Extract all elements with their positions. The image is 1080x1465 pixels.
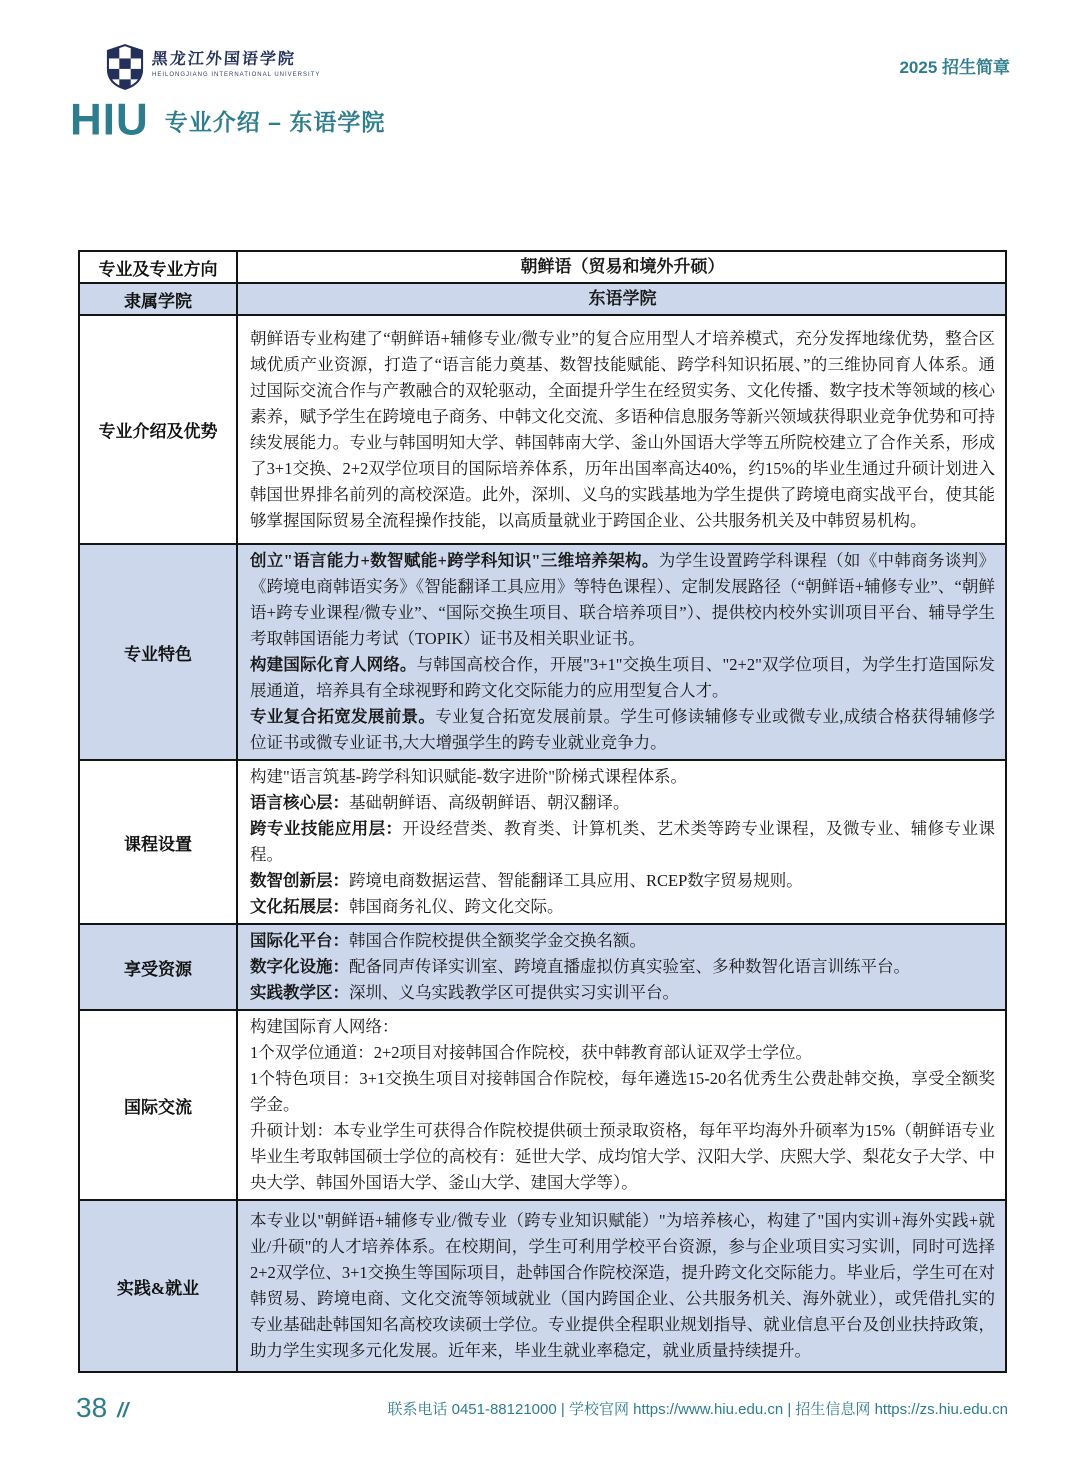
edition-label: 2025 招生简章	[899, 58, 1010, 77]
text-segment: 专业复合拓宽发展前景。	[250, 707, 436, 726]
row-content	[237, 544, 1006, 760]
paragraph	[250, 255, 995, 279]
row-content	[237, 1010, 1006, 1200]
text-segment: 数字化设施：	[250, 957, 349, 976]
paragraph	[250, 764, 995, 790]
paragraph	[250, 868, 995, 894]
row-content	[237, 251, 1006, 283]
paragraph	[250, 326, 995, 534]
paragraph	[250, 1014, 995, 1040]
page-number-slashes: //	[117, 1400, 129, 1422]
paragraph	[250, 652, 995, 704]
row-content	[237, 283, 1006, 315]
row-label: 专业及专业方向	[79, 251, 237, 283]
row-label: 专业介绍及优势	[79, 315, 237, 544]
text-segment: 开设经营类、教育类、计算机类、艺术类等跨专业课程，及微专业、辅修专业课程。	[250, 819, 996, 864]
paragraph	[250, 894, 995, 920]
paragraph	[250, 1040, 995, 1066]
paragraph	[250, 1118, 995, 1196]
text-segment: 与韩国高校合作，开展"3+1"交换生项目、"2+2"双学位项目，为学生打造国际发展通道，培养具有全球视野和跨文化交际能力的应用型复合人才。	[250, 655, 995, 700]
text-segment: 为学生设置跨学科课程（如《中韩商务谈判》《跨境电商韩语实务》《智能翻译工具应用》等特色课程）、定制发展路径（“朝鲜语+辅修专业”、“朝鲜语+跨专业课程/微专业”、“国际交换生项目、联合培养项目”）、提供校内校外实训项目平台、辅导学生考取韩国语能力考试（TOPIK）证书及相关职业证书。	[250, 551, 996, 648]
text-segment: 实践教学区：	[250, 983, 349, 1002]
paragraph	[250, 816, 995, 868]
text-segment: 专业复合拓宽发展前景。学生可修读辅修专业或微专业,成绩合格获得辅修学位证书或微专业证书,大大增强学生的跨专业就业竞争力。	[250, 707, 996, 752]
row-label: 课程设置	[79, 760, 237, 924]
hiu-logo-text: HIU	[70, 94, 149, 145]
row-content	[237, 924, 1006, 1010]
university-name-cn: 黑龙江外国语学院	[151, 51, 297, 68]
section-header	[70, 94, 386, 145]
text-segment: 配备同声传译实训室、跨境直播虚拟仿真实验室、多种数智化语言训练平台。	[349, 957, 910, 976]
paragraph	[250, 1066, 995, 1118]
major-table-wrap	[78, 250, 1007, 1373]
page-title: 专业介绍 – 东语学院	[164, 108, 386, 135]
text-segment: 1个特色项目：3+1交换生项目对接韩国合作院校，每年遴选15-20名优秀生公费赴韩交换，享受全额奖学金。	[250, 1069, 995, 1114]
table-row-international	[79, 1010, 1006, 1200]
table-row-major-direction	[79, 251, 1006, 283]
text-segment: 韩国商务礼仪、跨文化交际。	[349, 897, 564, 916]
text-segment: 语言核心层：	[250, 793, 349, 812]
text-segment: 跨专业技能应用层：	[250, 819, 403, 838]
paragraph	[250, 928, 995, 954]
row-content	[237, 315, 1006, 544]
text-segment: 本专业以"朝鲜语+辅修专业/微专业（跨专业知识赋能）"为培养核心，构建了"国内实训+海外实践+就业/升硕"的人才培养体系。在校期间，学生可利用学校平台资源，参与企业项目实习实训，同时可选择2+2双学位、3+1交换生等国际项目，赴韩国合作院校深造，提升跨文化交际能力。毕业后，学生可在对韩贸易、跨境电商、文化交流等领域就业（国内跨国企业、公共服务机关、海外就业），或凭借扎实的专业基础赴韩国知名高校攻读硕士学位。专业提供全程职业规划指导、就业信息平台及创业扶持政策，助力学生实现多元化发展。近年来，毕业生就业率稳定，就业质量持续提升。	[250, 1211, 995, 1360]
footer-contact-line: 联系电话 0451-88121000 | 学校官网 https://www.hiu.edu.cn | 招生信息网 https://zs.hiu.edu.cn	[387, 1401, 1008, 1418]
major-table	[78, 250, 1007, 1373]
table-row-college	[79, 283, 1006, 315]
row-label: 实践&就业	[79, 1200, 237, 1372]
table-row-features	[79, 544, 1006, 760]
text-segment: 1个双学位通道：2+2项目对接韩国合作院校，获中韩教育部认证双学士学位。	[250, 1043, 813, 1062]
row-label: 隶属学院	[79, 283, 237, 315]
text-segment: 朝鲜语（贸易和境外升硕）	[520, 257, 725, 276]
text-segment: 基础朝鲜语、高级朝鲜语、朝汉翻译。	[349, 793, 630, 812]
table-row-intro	[79, 315, 1006, 544]
table-row-practice-employment	[79, 1200, 1006, 1372]
text-segment: 升硕计划：本专业学生可获得合作院校提供硕士预录取资格，每年平均海外升硕率为15%（朝鲜语专业毕业生考取韩国硕士学位的高校有：延世大学、成均馆大学、汉阳大学、庆熙大学、梨花女子大学、中央大学、韩国外国语大学、釜山大学、建国大学等）。	[250, 1121, 995, 1192]
text-segment: 数智创新层：	[250, 871, 349, 890]
row-content	[237, 760, 1006, 924]
text-segment: 东语学院	[588, 289, 657, 308]
text-segment: 跨境电商数据运营、智能翻译工具应用、RCEP数字贸易规则。	[349, 871, 803, 890]
paragraph	[250, 548, 995, 652]
text-segment: 国际化平台：	[250, 931, 349, 950]
paragraph	[250, 980, 995, 1006]
row-label: 国际交流	[79, 1010, 237, 1200]
row-label: 享受资源	[79, 924, 237, 1010]
text-segment: 韩国合作院校提供全额奖学金交换名额。	[349, 931, 646, 950]
table-row-curriculum	[79, 760, 1006, 924]
paragraph	[250, 287, 995, 311]
footer-page-number	[76, 1392, 128, 1424]
row-label: 专业特色	[79, 544, 237, 760]
text-segment: 创立"语言能力+数智赋能+跨学科知识"三维培养架构。	[250, 551, 659, 570]
text-segment: 构建"语言筑基-跨学科知识赋能-数字进阶"阶梯式课程体系。	[250, 767, 687, 786]
university-logo	[106, 44, 320, 95]
page-number: 38	[76, 1392, 108, 1423]
paragraph	[250, 704, 995, 756]
text-segment: 文化拓展层：	[250, 897, 349, 916]
text-segment: 朝鲜语专业构建了“朝鲜语+辅修专业/微专业”的复合应用型人才培养模式，充分发挥地缘优势，整合区域优质产业资源，打造了“语言能力奠基、数智技能赋能、跨学科知识拓展、”的三维协同育人体系。通过国际交流合作与产教融合的双轮驱动，全面提升学生在经贸实务、文化传播、数字技术等领域的核心素养，赋予学生在跨境电子商务、中韩文化交流、多语种信息服务等新兴领域获得职业竞争优势和可持续发展能力。专业与韩国明知大学、韩国韩南大学、釜山外国语大学等五所院校建立了合作关系，形成了3+1交换、2+2双学位项目的国际培养体系，历年出国率高达40%，约15%的毕业生通过升硕计划进入韩国世界排名前列的高校深造。此外，深圳、义乌的实践基地为学生提供了跨境电商实战平台，使其能够掌握国际贸易全流程操作技能，以高质量就业于跨国企业、公共服务机关及中韩贸易机构。	[250, 328, 995, 530]
text-segment: 构建国际育人网络：	[250, 1017, 399, 1036]
university-name-en: HEILONGJIANG INTERNATIONAL UNIVERSITY	[152, 72, 321, 78]
paragraph	[250, 790, 995, 816]
text-segment: 深圳、义乌实践教学区可提供实习实训平台。	[349, 983, 679, 1002]
paragraph	[250, 1208, 995, 1364]
shield-icon	[106, 44, 144, 95]
paragraph	[250, 954, 995, 980]
row-content	[237, 1200, 1006, 1372]
table-row-resources	[79, 924, 1006, 1010]
text-segment: 构建国际化育人网络。	[250, 655, 417, 674]
